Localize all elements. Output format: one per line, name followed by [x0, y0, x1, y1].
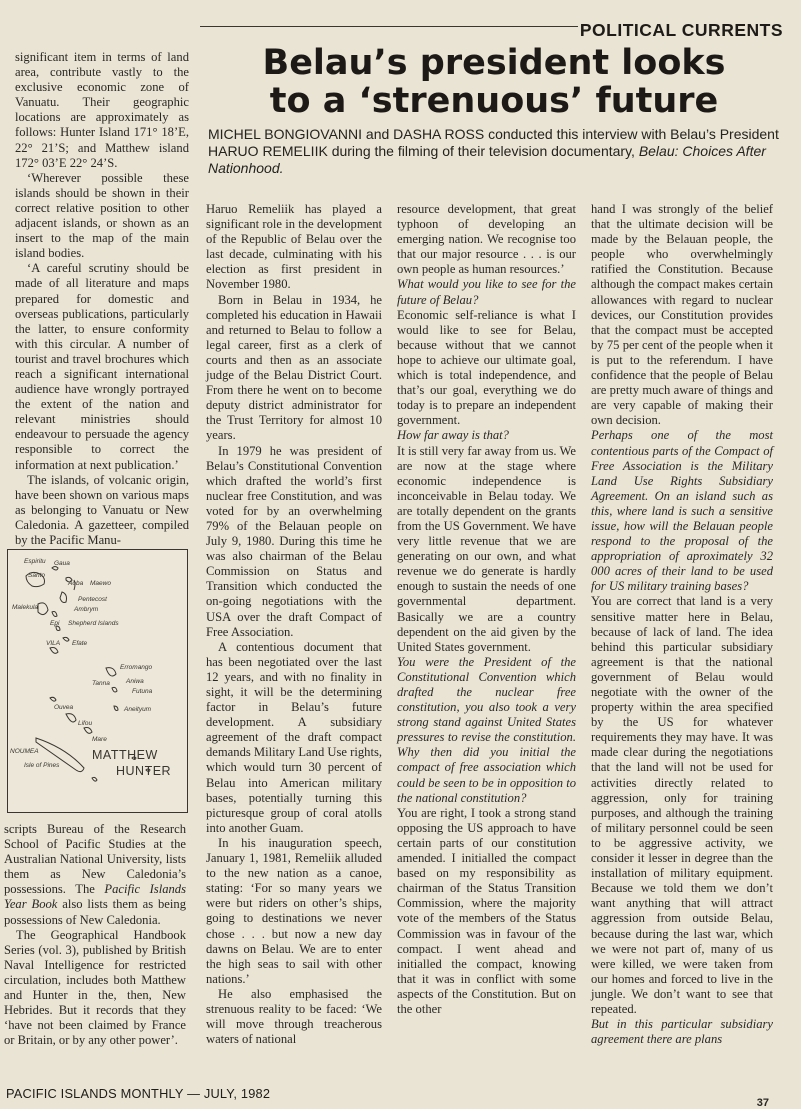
book-title: Pacific Islands Year Book	[4, 882, 186, 912]
map-label: Futuna	[132, 688, 153, 695]
paragraph-text: scripts Bureau of the Research School of Pacific Studies at the Australian National University, lists them as New Caledonia’s possessions. The	[4, 822, 186, 897]
map-label: Espiritu	[24, 558, 46, 565]
page-footer: PACIFIC ISLANDS MONTHLY — JULY, 1982	[6, 1086, 271, 1101]
vanuatu-map	[7, 549, 188, 813]
section-rule	[200, 26, 578, 27]
documentary-title: Belau: Choices After Nationhood.	[208, 143, 766, 176]
map-label: Santo	[28, 572, 45, 579]
article-standfirst	[208, 126, 788, 177]
map-label: Isle of Pines	[24, 762, 60, 769]
paragraph-text: also lists them as being possessions of New Caledonia.	[4, 897, 186, 927]
column-1-bottom	[4, 822, 186, 1048]
column-2	[206, 202, 382, 1047]
paragraph: The islands, of volcanic origin, have been shown on various maps as belonging to Vanuatu or New Caledonia. A gazetteer, compiled by the Pacific Manu-	[15, 472, 189, 547]
page-number: 37	[756, 1097, 769, 1109]
paragraph: ‘A careful scrutiny should be made of all literature and maps prepared for domestic and overseas publications, particularly the latter, to ensure conformity with this circular. A number of tourist and travel brochures which reach a significant international audience have wrongly portrayed the extent of the nation and relevant ministries should endeavour to persuade the agency responsible to correct the information at next publication.’	[15, 261, 189, 472]
map-label: VILA	[46, 640, 61, 647]
map-label: Efate	[72, 640, 88, 647]
map-label: Tanna	[92, 680, 110, 687]
column-4	[591, 202, 773, 1047]
interview-question: But in this particular subsidiary agreement there are plans	[591, 1017, 773, 1047]
paragraph: A contentious document that has been negotiated over the last 12 years, and with no finality in sight, it will be the determining factor in Belau’s future development. A subsidiary agreement of the draft compact demands Military Land Use rights, which would turn 30 percent of Belau into American military bases, potentially turning this picturesque group of coral atolls into another Guam.	[206, 639, 382, 835]
paragraph: Haruo Remeliik has played a significant role in the development of the Republic of Belau over the last decade, culminating with his election as first president in November 1980.	[206, 202, 382, 292]
paragraph: Born in Belau in 1934, he completed his education in Hawaii and returned to Belau to follow a legal career, first as a clerk of courts and then as an associate judge of the Belau District Court. From there he went on to become deputy district administrator for the Trust Territory for almost 10 years.	[206, 292, 382, 443]
interview-question: You were the President of the Constitutional Convention which drafted the nuclear free constitution, you also took a very strong stand against United States pressures to revise the constitution. Why then did you initial the compact of free association which could be seen to be in opposition to the national constitution?	[397, 654, 576, 805]
answer-paragraph: resource development, that great typhoon of developing an emerging nation. We recognise too that our major resource . . . is our own people as human resources.’	[397, 202, 576, 277]
answer-paragraph: Economic self-reliance is what I would like to see for Belau, because without that we cannot hope to achieve our ultimate goal, which is total independence, and that’s our goal, everything we do today is to prepare an independent government.	[397, 307, 576, 428]
map-label: Ambrym	[74, 606, 99, 613]
map-label: Aniwa	[126, 678, 144, 685]
map-label: Shepherd Islands	[68, 620, 119, 627]
map-label: Malekula	[12, 604, 39, 611]
matthew-label: MATTHEW	[92, 748, 158, 762]
map-label: Epi	[50, 620, 60, 627]
paragraph: He also emphasised the strenuous reality to be faced: ‘We will move through treacherous waters of national	[206, 986, 382, 1047]
map-label: Maewo	[90, 580, 111, 587]
paragraph: The Geographical Handbook Series (vol. 3), published by British Naval Intelligence for restricted circulation, includes both Matthew and Hunter in the, then, New Hebrides. But it records that they ‘have not been claimed by France or Britain, or by any other power’.	[4, 927, 186, 1048]
map-label: Pentecost	[78, 596, 107, 603]
section-heading: POLITICAL CURRENTS	[579, 20, 783, 40]
map-label: Gaua	[54, 560, 70, 567]
paragraph: In 1979 he was president of Belau’s Constitutional Convention which drafted the world’s first nuclear free Constitution, and was voted for by an overwhelming 79% of the Belauan people on July 9, 1980. During this time he was also chairman of the Belau Commission on Status and Transition which conducted the on-going negotiations with the USA over the draft Compact of Free Association.	[206, 443, 382, 639]
headline-line-2: to a ‘strenuous’ future	[269, 81, 719, 121]
interview-question: What would you like to see for the future of Belau?	[397, 277, 576, 307]
answer-paragraph: hand I was strongly of the belief that the ultimate decision will be made by the Belauan people, the people who overwhelmingly ratified the Constitution. Because although the compact makes certain allowances with regard to nuclear devices, our Constitution provides that the compact must be accepted by 75 per cent of the people when it is put to the referendum. I have confidence that the people of Belau are pretty much aware of things and are very capable of making their own decision.	[591, 202, 773, 428]
map-label: Lifou	[78, 720, 93, 727]
map-label: Aneityum	[124, 706, 152, 713]
map-label: Mare	[92, 736, 107, 743]
answer-paragraph: You are correct that land is a very sensitive matter here in Belau, because of lack of land. The idea behind this particular subsidiary agreement is that the national government of Belau would negotiate with the owner of the property within the area specified by the US for whatever requirements they may have. It was made clear during the negotiations that the land will not be used for activities directly related to aggression, only for training purposes, and although the training of military personnel could be seen to be aggressive activity, we consider it lesser in degree than the installation of military equipment. Because we told them we don’t want anything that will attract aggression from outside Belau, because during the last war, which we were not part of, many of us were killed, we were taken from our homes and forced to live in the jungle. We don’t want to see that repeated.	[591, 594, 773, 1016]
column-3	[397, 202, 576, 1017]
column-1-top	[15, 50, 189, 548]
article-headline	[204, 44, 784, 120]
map-label: Erromango	[120, 664, 153, 671]
answer-paragraph: You are right, I took a strong stand opposing the US approach to have certain parts of our constitution amended. I initialled the compact based on my responsibility as chairman of the Status Transition Commission, where the majority vote of the members of the Status Commission was in favour of the compact. I went ahead and initialled the compact, knowing that it was in conflict with some aspects of the Constitution. But on the other	[397, 805, 576, 1016]
paragraph: In his inauguration speech, January 1, 1981, Remeliik alluded to the new nation as a canoe, stating: ‘For so many years we were but riders on other’s ships, going to destinations we never chose . . . but now a new day dawns on Belau. We are to enter the high seas to sail with other nations.’	[206, 835, 382, 986]
paragraph: ‘Wherever possible these islands should be shown in their correct relative position to other adjacent islands, or shown as an insert to the map of the main island bodies.	[15, 170, 189, 261]
map-label: NOUMEA	[10, 748, 39, 755]
interview-question: How far away is that?	[397, 428, 509, 443]
standfirst-text: MICHEL BONGIOVANNI and DASHA ROSS conducted this interview with Belau’s President HARUO REMELIIK during the filming of their television documentary,	[208, 126, 779, 159]
map-label: Aoba	[68, 580, 84, 587]
paragraph: significant item in terms of land area, contribute vastly to the exclusive economic zone of Vanuatu. Their geographic locations are approximately as follows: Hunter Island 171° 18’E, 22° 21’S; and Matthew island 172° 03’E 22° 24’S.	[15, 50, 189, 170]
map-label: Ouvea	[54, 704, 74, 711]
hunter-label: HUNTER	[116, 764, 172, 778]
interview-question: Perhaps one of the most contentious parts of the Compact of Free Association is the Military Land Use Rights Subsidiary Agreement. On an island such as this, where land is such a sensitive issue, how will the Belauan people respond to the proposal of the appropriation of aproximately 32 000 acres of their land to be used for US military training bases?	[591, 428, 773, 594]
paragraph	[4, 822, 186, 928]
headline-line-1: Belau’s president looks	[262, 43, 726, 83]
answer-paragraph: It is still very far away from us. We are now at the stage where economic independence is inconceivable in Belau today. We are totally dependent on the grants from the US Government. We have very little revenue that we are generating on our own, and what revenue we do generate is hardly enough to sustain the needs of one governmental department. Basically we are a country dependent on the aid given by the United States government.	[397, 443, 576, 654]
